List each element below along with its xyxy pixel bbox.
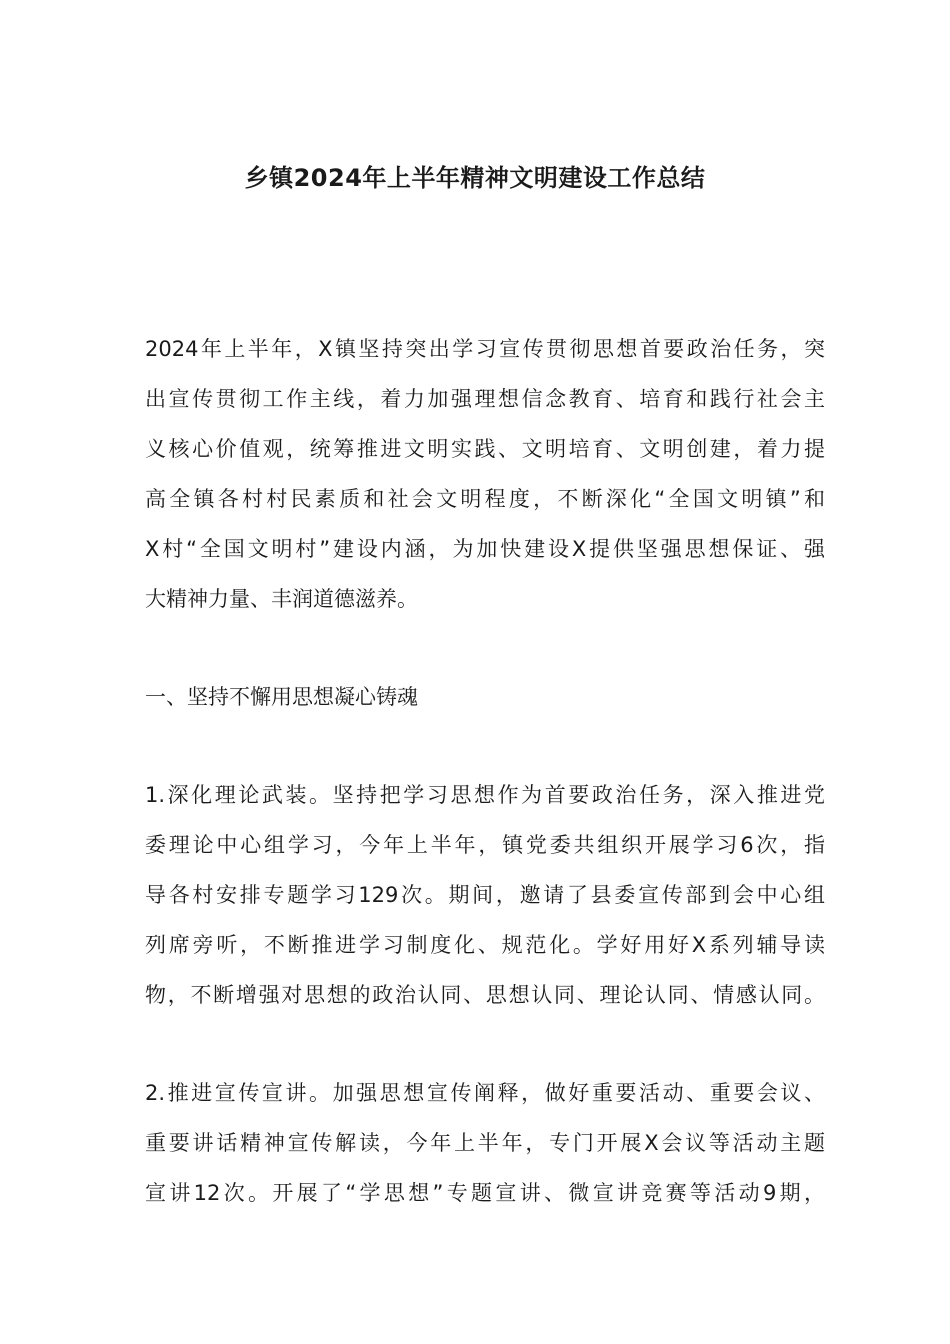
paragraph-line: 义核心价值观，统筹推进文明实践、文明培育、文明创建，着力提 bbox=[145, 437, 825, 461]
paragraph-line: 1.深化理论武装。坚持把学习思想作为首要政治任务，深入推进党 bbox=[145, 783, 825, 807]
section-heading: 一、坚持不懈用思想凝心铸魂 bbox=[145, 685, 418, 709]
paragraph-line: 出宣传贯彻工作主线，着力加强理想信念教育、培育和践行社会主 bbox=[145, 387, 825, 411]
paragraph-line: 列席旁听，不断推进学习制度化、规范化。学好用好X系列辅导读 bbox=[145, 933, 825, 957]
document-title: 乡镇2024年上半年精神文明建设工作总结 bbox=[244, 164, 706, 192]
paragraph-line: X村“全国文明村”建设内涵，为加快建设X提供坚强思想保证、强 bbox=[145, 537, 825, 561]
paragraph-line: 宣讲12次。开展了“学思想”专题宣讲、微宣讲竞赛等活动9期， bbox=[145, 1181, 825, 1205]
paragraph-line: 物，不断增强对思想的政治认同、思想认同、理论认同、情感认同。 bbox=[145, 983, 825, 1007]
paragraph-line: 2.推进宣传宣讲。加强思想宣传阐释，做好重要活动、重要会议、 bbox=[145, 1081, 825, 1105]
paragraph-line: 2024年上半年，X镇坚持突出学习宣传贯彻思想首要政治任务，突 bbox=[145, 337, 825, 361]
paragraph-line: 高全镇各村村民素质和社会文明程度，不断深化“全国文明镇”和 bbox=[145, 487, 825, 511]
paragraph-line: 导各村安排专题学习129次。期间，邀请了县委宣传部到会中心组 bbox=[145, 883, 825, 907]
paragraph-line: 大精神力量、丰润道德滋养。 bbox=[145, 587, 418, 611]
paragraph-line: 重要讲话精神宣传解读，今年上半年，专门开展X会议等活动主题 bbox=[145, 1131, 825, 1155]
paragraph-line: 委理论中心组学习，今年上半年，镇党委共组织开展学习6次，指 bbox=[145, 833, 825, 857]
